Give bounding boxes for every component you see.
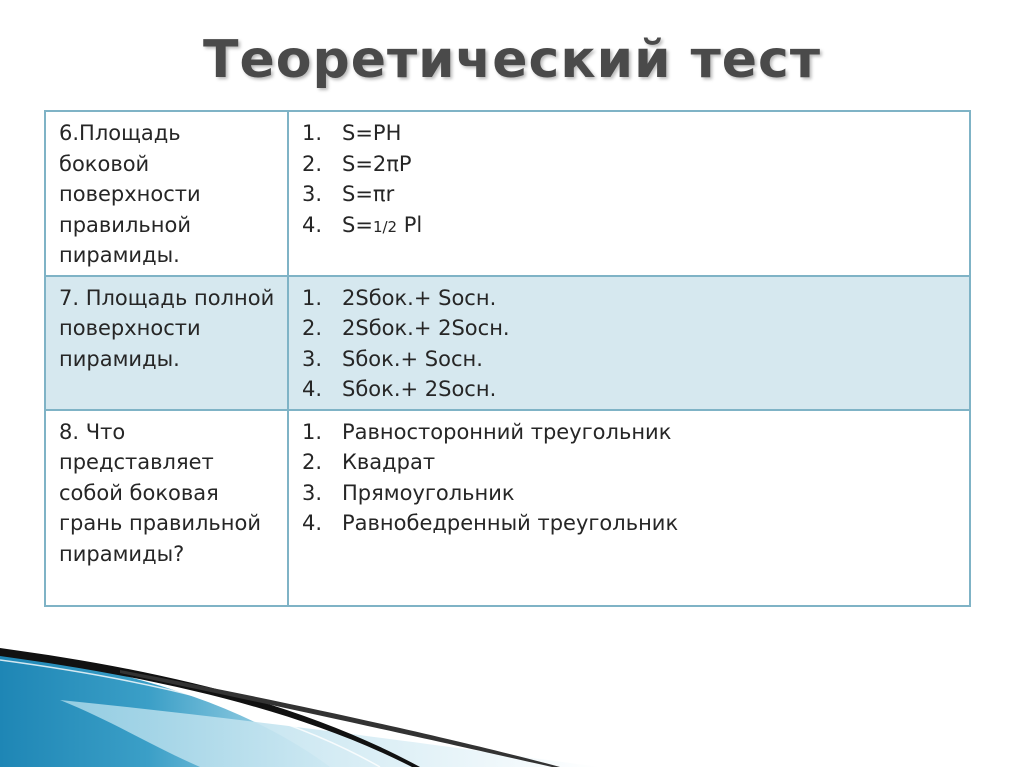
answer-item <box>302 118 957 149</box>
answer-text: Равнобедренный треугольник <box>342 511 679 535</box>
table-row-question-7 <box>45 276 970 410</box>
answer-text: Равносторонний треугольник <box>342 419 672 444</box>
answer-number: 1. <box>302 285 323 310</box>
answer-text: Прямоугольник <box>342 480 515 505</box>
fraction-text: 1/2 <box>372 217 398 236</box>
answer-text: Sбок.+ 2Sосн. <box>342 377 497 401</box>
answer-item <box>302 313 957 344</box>
question-cell <box>45 276 288 410</box>
answer-item <box>302 374 957 405</box>
answer-item <box>302 179 957 210</box>
answers-cell <box>288 276 970 410</box>
answer-number: 2. <box>302 316 323 340</box>
answer-number: 4. <box>302 377 323 401</box>
question-text: 8. Что представляет собой боковая грань правильной пирамиды? <box>59 419 261 566</box>
answer-number: 2. <box>302 450 323 474</box>
answer-number: 1. <box>302 121 323 145</box>
answer-item <box>302 417 957 448</box>
answer-text: Квадрат <box>342 450 436 474</box>
answer-item <box>302 210 957 243</box>
answer-number: 2. <box>302 151 323 176</box>
table-row-question-8 <box>45 410 970 606</box>
answer-list <box>302 283 957 405</box>
answer-item <box>302 283 957 314</box>
answer-item <box>302 508 957 539</box>
answer-item <box>302 344 957 375</box>
answer-number: 1. <box>302 419 323 444</box>
answer-text: S=2πP <box>342 151 412 176</box>
test-table <box>44 110 971 607</box>
answer-text <box>342 210 422 243</box>
answer-text: S=πr <box>342 182 395 206</box>
answer-text: 2Sбок.+ 2Sосн. <box>342 316 510 340</box>
question-text: 7. Площадь полной поверхности пирамиды. <box>59 285 275 371</box>
answer-text: S=PH <box>342 121 402 145</box>
answer-number: 4. <box>302 511 323 535</box>
answer-item <box>302 478 957 509</box>
answer-list <box>302 118 957 242</box>
answer-number: 4. <box>302 212 323 237</box>
table-row-question-6 <box>45 111 970 276</box>
question-cell <box>45 410 288 606</box>
answer-item <box>302 149 957 180</box>
answer-number: 3. <box>302 480 323 505</box>
answer-list <box>302 417 957 539</box>
answers-cell <box>288 111 970 276</box>
answer-prefix: S= <box>342 212 373 237</box>
slide-title: Теоретический тест <box>203 30 821 90</box>
answer-suffix: Pl <box>397 212 423 237</box>
answer-text: Sбок.+ Sосн. <box>342 346 483 371</box>
answers-cell <box>288 410 970 606</box>
question-cell <box>45 111 288 276</box>
answer-item <box>302 447 957 478</box>
question-text: 6.Площадь боковой поверхности правильной пирамиды. <box>59 121 201 267</box>
decorative-swoosh <box>0 640 1024 767</box>
answer-number: 3. <box>302 346 323 371</box>
answer-number: 3. <box>302 182 323 206</box>
answer-text: 2Sбок.+ Sосн. <box>342 285 497 310</box>
